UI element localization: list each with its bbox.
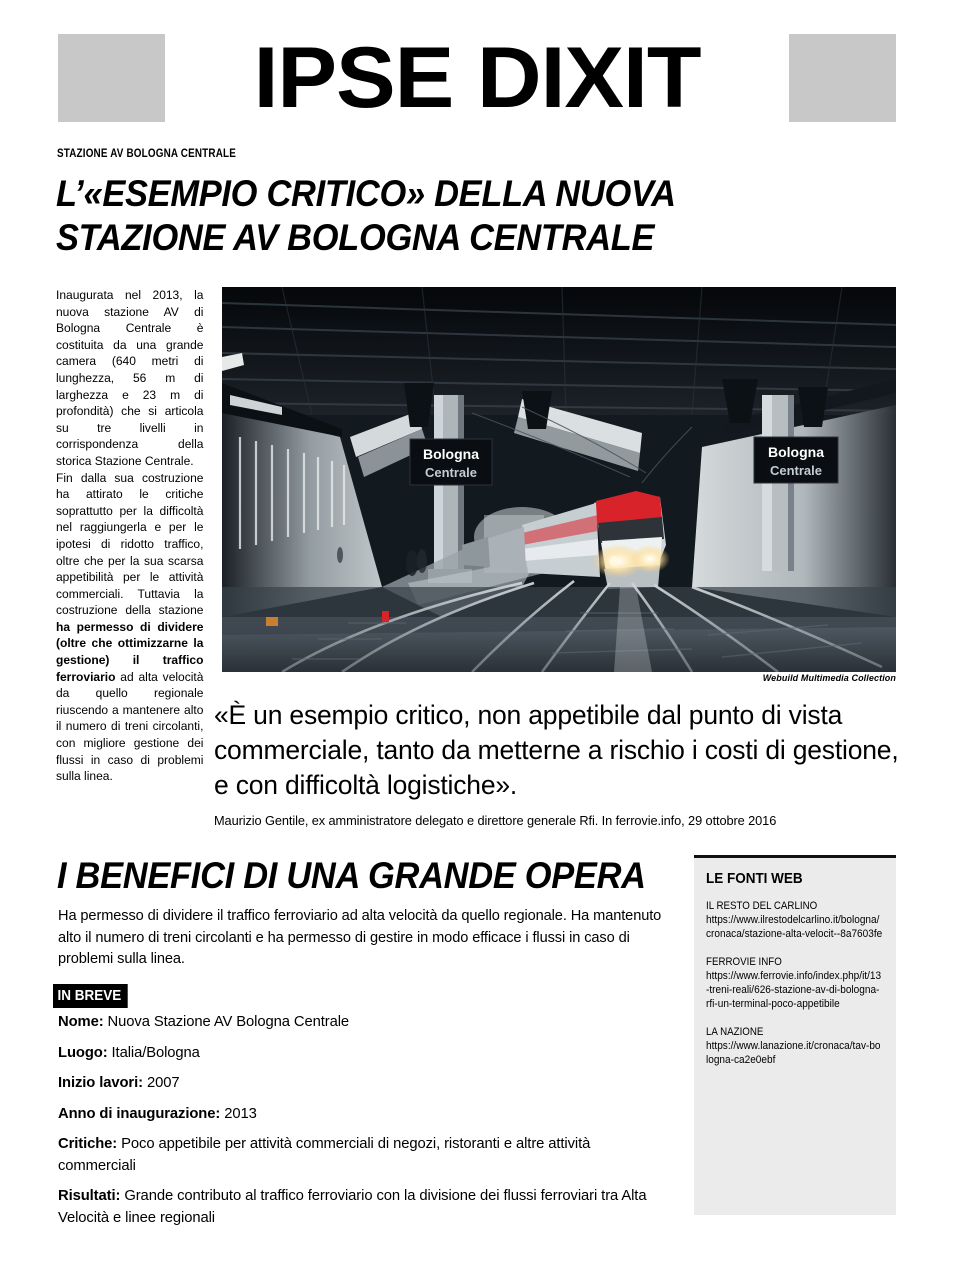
web-sources-box xyxy=(694,855,896,1215)
source-name: FERROVIE INFO xyxy=(706,956,782,968)
section-body-benefits: Ha permesso di dividere il traffico ferroviario ad alta velocità da quello regionale. Ha mantenuto alto il numero di treni circolanti e ha permesso di gestire in modo efficace i flussi in caso di problemi sulla linea. xyxy=(58,908,662,967)
fact-row xyxy=(58,1043,672,1065)
fact-row xyxy=(58,1073,672,1095)
source-item xyxy=(706,899,884,941)
fact-key: Luogo: xyxy=(58,1044,108,1061)
sign-right xyxy=(754,437,838,483)
fact-row xyxy=(58,1012,672,1034)
fact-key: Nome: xyxy=(58,1014,104,1030)
svg-text:Bologna: Bologna xyxy=(423,446,479,462)
fact-value: Italia/Bologna xyxy=(107,1044,200,1061)
in-breve-badge: IN BREVE xyxy=(53,984,128,1008)
paragraph-2-part-a: Fin dalla sua costruzione ha attirato le critiche soprattutto per la difficoltà nel raggiungerla e per le ipotesi di ridotto traffico, oltre che per la sua scarsa appetibilità per le attività commerciali. Tuttavia la costruzione della stazione xyxy=(56,470,204,618)
pull-quote: «È un esempio critico, non appetibile dal punto di vista commerciale, tanto da metterne a rischio i costi di gestione, e con difficoltà logistiche». xyxy=(214,700,899,800)
masthead-block-right xyxy=(789,34,896,122)
page-title xyxy=(56,172,763,260)
fact-value: 2013 xyxy=(220,1105,257,1122)
article-body-column xyxy=(56,287,203,785)
fact-row xyxy=(58,1134,672,1177)
headline-line-2: STAZIONE AV BOLOGNA CENTRALE xyxy=(56,217,655,258)
section-title-benefits: I BENEFICI DI UNA GRANDE OPERA xyxy=(57,855,646,896)
svg-text:Centrale: Centrale xyxy=(769,463,823,478)
paragraph-2-bold: ha permesso di dividere (oltre che ottimizzarne la gestione) il traffico ferroviario xyxy=(56,619,204,684)
fact-value: Poco appetibile per attività commerciali di negozi, ristoranti e altre attività commerciali xyxy=(58,1136,591,1174)
fact-key: Inizio lavori: xyxy=(58,1075,143,1091)
fact-key: Critiche: xyxy=(58,1136,118,1152)
headline-line-1: L’«ESEMPIO CRITICO» DELLA NUOVA xyxy=(56,173,676,214)
fact-key: Anno di inaugurazione: xyxy=(58,1105,221,1122)
fact-row xyxy=(58,1186,672,1229)
photo-credit: Webuild Multimedia Collection xyxy=(762,673,896,683)
article-photo xyxy=(222,287,896,683)
fact-value: Grande contributo al traffico ferroviario con la divisione dei flussi ferroviari tra Alta Velocità e linee regionali xyxy=(58,1188,647,1226)
pull-quote-attribution: Maurizio Gentile, ex amministratore delegato e direttore generale Rfi. In ferrovie.info, 29 ottobre 2016 xyxy=(214,813,777,828)
source-item xyxy=(706,955,884,1011)
source-url[interactable]: https://www.ferrovie.info/index.php/it/13-treni-reali/626-stazione-av-di-bologna-rfi-un-terminal-poco-appetibile xyxy=(706,970,882,1010)
source-name: LA NAZIONE xyxy=(706,1026,764,1038)
source-url[interactable]: https://www.ilrestodelcarlino.it/bologna/cronaca/stazione-alta-velocit--8a7603fe xyxy=(706,914,883,940)
masthead xyxy=(58,30,896,126)
svg-text:Bologna: Bologna xyxy=(768,444,824,460)
in-breve-list xyxy=(58,1012,672,1238)
article-kicker: STAZIONE AV BOLOGNA CENTRALE xyxy=(57,148,236,160)
source-name: IL RESTO DEL CARLINO xyxy=(706,900,818,912)
fact-key: Risultati: xyxy=(58,1188,121,1204)
article-paragraph-1: Inaugurata nel 2013, la nuova stazione AV di Bologna Centrale è costituita da una grande camera (640 metri di lunghezza, 56 m di larghezza e 23 m di profondità) che si articola su tre livelli in corrispondenza della storica Stazione Centrale. xyxy=(56,288,204,468)
sign-left xyxy=(410,439,492,485)
station-photograph xyxy=(222,287,896,672)
web-sources-title: LE FONTI WEB xyxy=(706,871,803,887)
svg-text:Centrale: Centrale xyxy=(424,465,478,480)
article-paragraph-2 xyxy=(56,470,203,785)
fact-row xyxy=(58,1104,672,1126)
source-item xyxy=(706,1025,884,1067)
masthead-block-left xyxy=(58,34,165,122)
paragraph-2-part-b: ad alta velocità da quello regionale riuscendo a mantenere alto il numero di treni circolanti, con migliore gestione dei flussi in caso di problemi sulla linea. xyxy=(56,669,204,784)
source-url[interactable]: https://www.lanazione.it/cronaca/tav-bologna-ca2e0ebf xyxy=(706,1040,881,1066)
fact-value: Nuova Stazione AV Bologna Centrale xyxy=(103,1014,350,1030)
fact-value: 2007 xyxy=(142,1075,180,1091)
masthead-title: IPSE DIXIT xyxy=(253,30,701,126)
